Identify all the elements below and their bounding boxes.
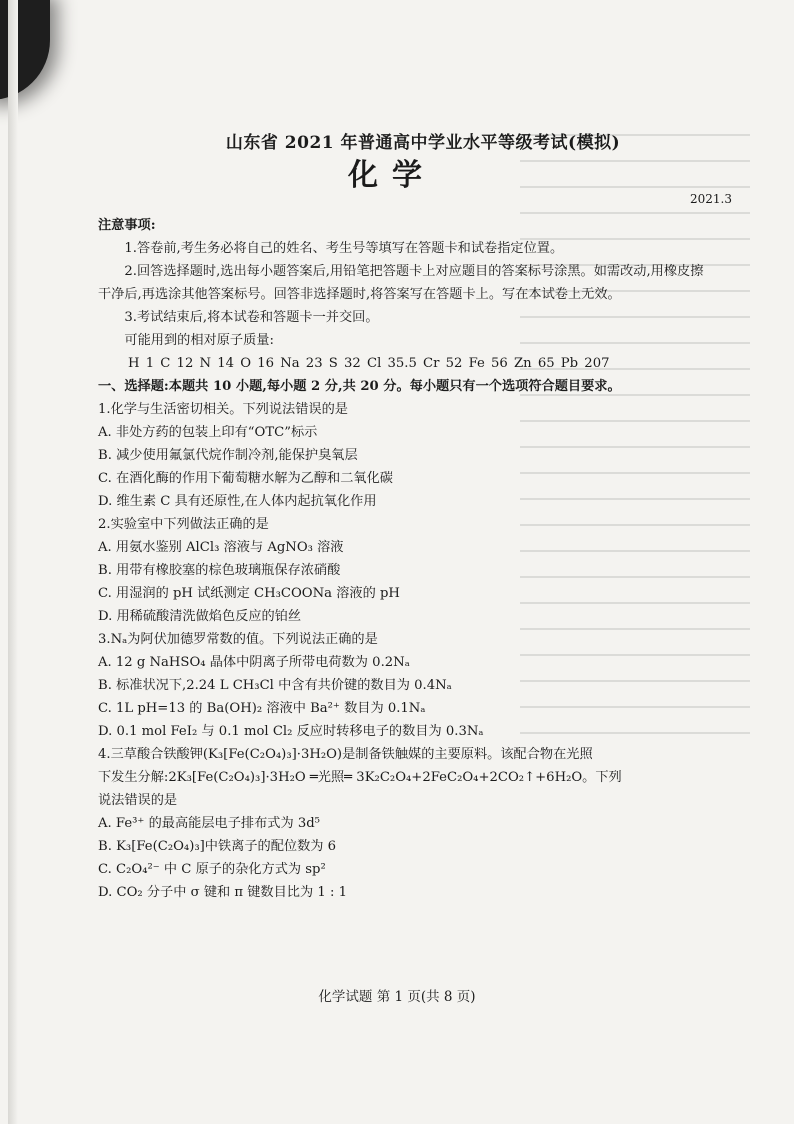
q4-option-a: A. Fe³⁺ 的最高能层电子排布式为 3d⁵ (98, 816, 320, 831)
section-heading: 一、选择题:本题共 10 小题,每小题 2 分,共 20 分。每小题只有一个选项符合题目要求。 (98, 379, 621, 394)
q2-option-d: D. 用稀硫酸清洗做焰色反应的铂丝 (98, 609, 302, 624)
q3-option-b: B. 标准状况下,2.24 L CH₃Cl 中含有共价键的数目为 0.4Nₐ (98, 678, 452, 693)
notes-label: 注意事项: (98, 218, 156, 233)
exam-content (98, 128, 732, 904)
q4-option-b: B. K₃[Fe(C₂O₄)₃]中铁离子的配位数为 6 (98, 839, 337, 854)
q4-equation: 下发生分解:2K₃[Fe(C₂O₄)₃]·3H₂O ═光照═ 3K₂C₂O₄+2FeC₂O₄+2CO₂↑+6H₂O。下列 (98, 770, 622, 785)
q1-option-a: A. 非处方药的包装上印有“OTC”标示 (98, 425, 318, 440)
paper-edge (8, 0, 18, 1124)
note-2: 2.回答选择题时,选出每小题答案后,用铅笔把答题卡上对应题目的答案标号涂黑。如需改动,用橡皮擦干净后,再选涂其他答案标号。回答非选择题时,将答案写在答题卡上。写在本试卷上无效。 (98, 264, 704, 302)
question-3: 3.Nₐ为阿伏加德罗常数的值。下列说法正确的是 (98, 632, 378, 647)
subject-row (98, 158, 732, 206)
q3-option-a: A. 12 g NaHSO₄ 晶体中阴离子所带电荷数为 0.2Nₐ (98, 655, 410, 670)
q1-option-d: D. 维生素 C 具有还原性,在人体内起抗氧化作用 (98, 494, 377, 509)
page-footer: 化学试题 第 1 页(共 8 页) (318, 989, 476, 1005)
q1-option-c: C. 在酒化酶的作用下葡萄糖水解为乙醇和二氧化碳 (98, 471, 393, 486)
subject-title: 化学 (348, 158, 436, 193)
q4-stem-end: 说法错误的是 (98, 793, 178, 808)
q4-option-c: C. C₂O₄²⁻ 中 C 原子的杂化方式为 sp² (98, 862, 326, 877)
q2-option-b: B. 用带有橡胶塞的棕色玻璃瓶保存浓硝酸 (98, 563, 341, 578)
exam-title: 山东省 2021 年普通高中学业水平等级考试(模拟) (225, 133, 621, 153)
exam-date: 2021.3 (690, 192, 732, 206)
note-3: 3.考试结束后,将本试卷和答题卡一并交回。 (124, 310, 379, 325)
q2-option-c: C. 用湿润的 pH 试纸测定 CH₃COONa 溶液的 pH (98, 586, 400, 601)
question-1: 1.化学与生活密切相关。下列说法错误的是 (98, 402, 348, 417)
question-4: 4.三草酸合铁酸钾(K₃[Fe(C₂O₄)₃]·3H₂O)是制备铁触媒的主要原料。该配合物在光照 (98, 747, 593, 762)
masses-label: 可能用到的相对原子质量: (124, 333, 274, 348)
q4-option-d: D. CO₂ 分子中 σ 键和 π 键数目比为 1 : 1 (98, 885, 347, 900)
q1-option-b: B. 减少使用氟氯代烷作制冷剂,能保护臭氧层 (98, 448, 358, 463)
q2-option-a: A. 用氨水鉴别 AlCl₃ 溶液与 AgNO₃ 溶液 (98, 540, 344, 555)
q3-option-c: C. 1L pH=13 的 Ba(OH)₂ 溶液中 Ba²⁺ 数目为 0.1Nₐ (98, 701, 426, 716)
atomic-masses: H 1 C 12 N 14 O 16 Na 23 S 32 Cl 35.5 Cr 52 Fe 56 Zn 65 Pb 207 (128, 356, 610, 371)
q3-option-d: D. 0.1 mol FeI₂ 与 0.1 mol Cl₂ 反应时转移电子的数目为 0.3Nₐ (98, 724, 484, 739)
question-2: 2.实验室中下列做法正确的是 (98, 517, 269, 532)
note-1: 1.答卷前,考生务必将自己的姓名、考生号等填写在答题卡和试卷指定位置。 (124, 241, 564, 256)
